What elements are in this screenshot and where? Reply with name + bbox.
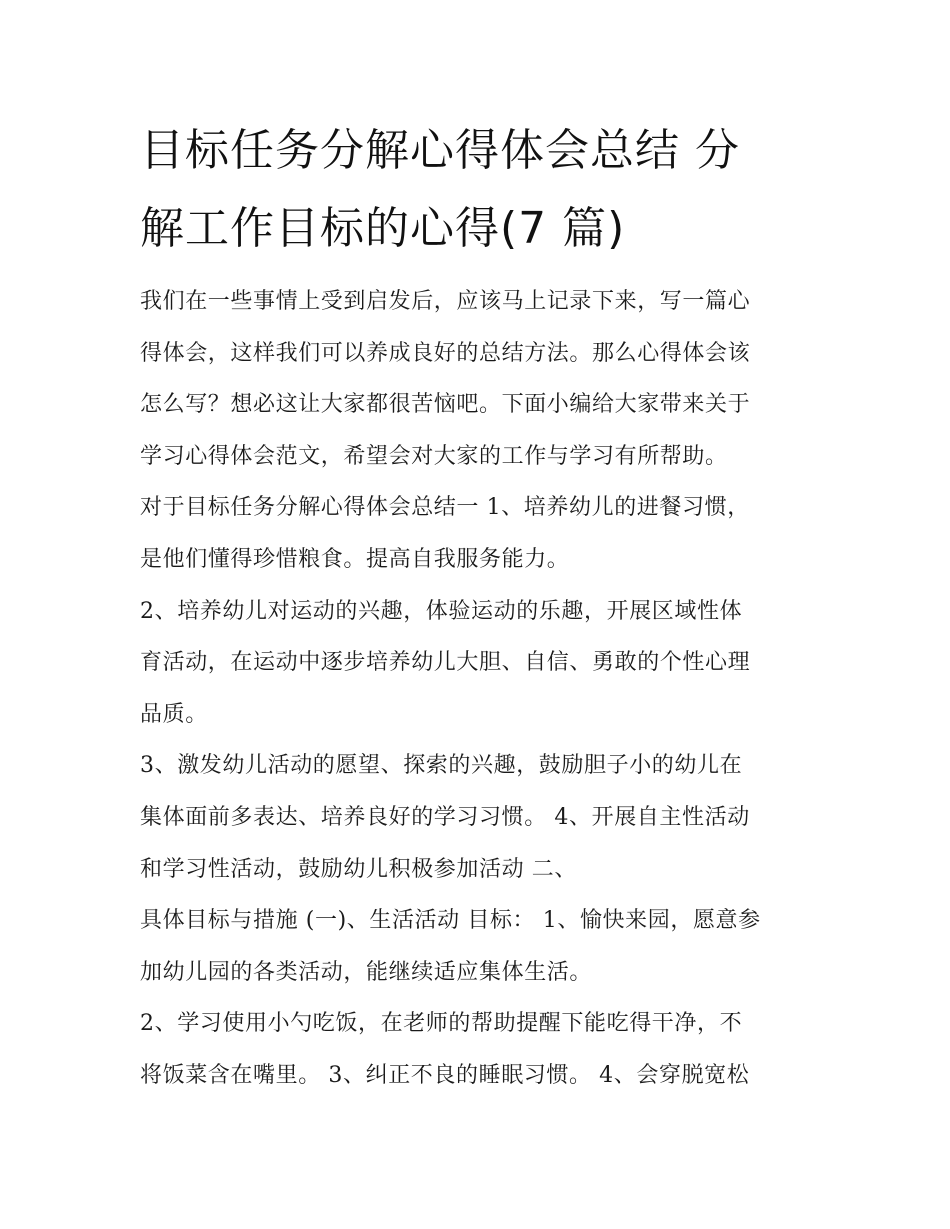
title-line: 解工作目标的心得(7 篇) <box>140 203 626 254</box>
body-line: 对于目标任务分解心得体会总结一 1、培养幼儿的进餐习惯， <box>140 495 750 521</box>
body-line: 我们在一些事情上受到启发后，应该马上记录下来，写一篇心 <box>140 289 751 314</box>
body-line: 和学习性活动，鼓励幼儿积极参加活动 二、 <box>140 856 577 882</box>
document-title <box>140 112 820 268</box>
body-line: 3、激发幼儿活动的愿望、探索的兴趣，鼓励胆子小的幼儿在 <box>140 753 743 779</box>
body-line: 2、培养幼儿对运动的兴趣，体验运动的乐趣，开展区域性体 <box>140 598 743 624</box>
body-line: 得体会，这样我们可以养成良好的总结方法。那么心得体会该 <box>140 340 751 366</box>
title-line: 目标任务分解心得体会总结 分 <box>140 125 740 176</box>
body-line: 品质。 <box>140 701 208 727</box>
body-line: 学习心得体会范文，希望会对大家的工作与学习有所帮助。 <box>140 443 728 469</box>
body-line: 集体面前多表达、培养良好的学习习惯。 4、开展自主性活动 <box>140 804 750 830</box>
document-body <box>140 276 830 1102</box>
body-line: 2、学习使用小勺吃饭，在老师的帮助提醒下能吃得干净，不 <box>140 1011 743 1037</box>
body-line: 是他们懂得珍惜粮食。提高自我服务能力。 <box>140 546 570 572</box>
body-line: 具体目标与措施 (一)、生活活动 目标： 1、愉快来园，愿意参 <box>140 908 761 934</box>
body-line: 加幼儿园的各类活动，能继续适应集体生活。 <box>140 959 593 985</box>
body-line: 育活动，在运动中逐步培养幼儿大胆、自信、勇敢的个性心理 <box>140 650 751 676</box>
body-line: 怎么写？想必这让大家都很苦恼吧。下面小编给大家带来关于 <box>140 392 751 418</box>
body-line: 将饭菜含在嘴里。 3、纠正不良的睡眠习惯。 4、会穿脱宽松 <box>140 1062 750 1088</box>
